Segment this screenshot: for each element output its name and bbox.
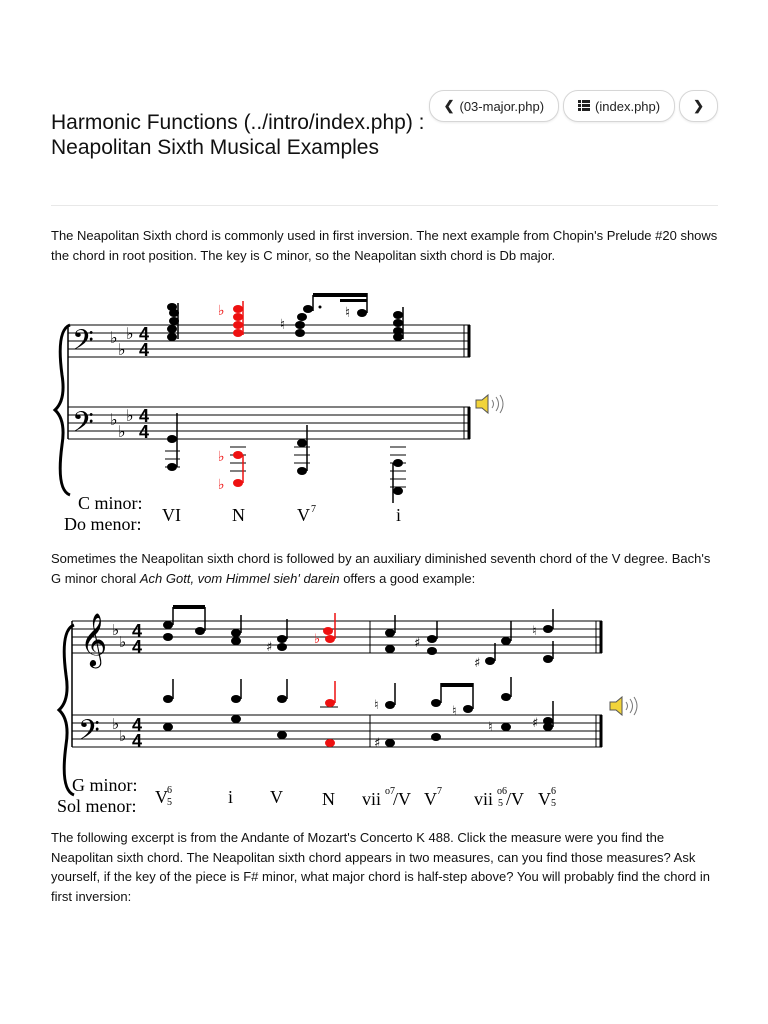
time-sig-top: 4: [132, 621, 143, 641]
upper-staff: [72, 621, 602, 653]
neapolitan-chord-upper: [218, 301, 243, 337]
svg-text:5: 5: [551, 798, 556, 809]
svg-text:♭: ♭: [119, 727, 127, 745]
play-audio-icon[interactable]: [608, 694, 642, 718]
svg-text:♭: ♭: [119, 633, 127, 651]
chord-notes: [167, 303, 179, 341]
svg-text:o7: o7: [385, 786, 395, 797]
soprano-alto-notes: [163, 605, 287, 655]
svg-text:6: 6: [167, 785, 172, 796]
svg-text:♭: ♭: [112, 715, 120, 733]
bach-score[interactable]: [0, 595, 620, 820]
svg-text:♭: ♭: [126, 324, 134, 343]
index-page-label: (index.php): [595, 98, 661, 114]
svg-text:5: 5: [167, 797, 172, 808]
svg-text:♭: ♭: [126, 406, 134, 425]
chevron-left-icon: ❮: [443, 98, 455, 113]
time-sig-top: 4: [139, 406, 150, 426]
svg-text:7: 7: [437, 786, 442, 797]
bach-paragraph: Sometimes the Neapolitan sixth chord is followed by an auxiliary diminished seventh chord of the V degree. Bach's G minor choral Ach Gott, vom Himmel sieh' darein offers a good example:: [51, 551, 711, 586]
prev-page-label: (03-major.php): [459, 98, 545, 114]
key-label-en: C minor:: [78, 493, 143, 513]
page-title: Harmonic Functions (../intro/index.php) : Neapolitan Sixth Musical Examples: [51, 111, 425, 159]
numeral-i: i: [396, 505, 402, 525]
numeral: vii: [362, 789, 382, 809]
numeral: i: [228, 787, 234, 807]
svg-text:/V: /V: [393, 789, 411, 809]
soprano-alto-notes: [385, 609, 553, 671]
numeral: V: [538, 789, 551, 809]
key-signature: [112, 621, 126, 745]
numeral: N: [322, 789, 335, 809]
next-page-button[interactable]: [679, 90, 718, 122]
numeral: V: [270, 787, 283, 807]
svg-text:♭: ♭: [112, 621, 120, 639]
tenor-bass-notes: [163, 679, 287, 739]
neapolitan-chord-upper: [314, 613, 335, 647]
svg-text:♮: ♮: [280, 317, 286, 333]
svg-text:♭: ♭: [110, 328, 118, 347]
numeral-v7-sup: 7: [311, 504, 316, 515]
key-label-es: Do menor:: [64, 514, 142, 534]
svg-text:♭: ♭: [218, 449, 225, 465]
chopin-score[interactable]: [0, 285, 520, 535]
treble-clef: 𝄞: [80, 612, 108, 666]
svg-text:♮: ♮: [532, 624, 537, 639]
numeral: vii: [474, 789, 494, 809]
key-label-es: Sol menor:: [57, 796, 137, 816]
intro-paragraph: The Neapolitan Sixth chord is commonly used in first inversion. The next example from Chopin's Prelude #20 shows the chord in root position. The key is C minor, so the Neapolitan sixth chord is Db major.: [51, 228, 718, 263]
bass-notes: [390, 447, 406, 503]
neapolitan-chord-lower: [218, 447, 246, 493]
key-signature: [110, 324, 134, 441]
svg-text:♯: ♯: [266, 640, 273, 655]
index-page-button[interactable]: [563, 90, 675, 122]
time-sig-top: 4: [132, 715, 143, 735]
svg-text:♮: ♮: [452, 704, 457, 719]
svg-text:6: 6: [551, 786, 556, 797]
svg-text:5: 5: [498, 798, 503, 809]
svg-text:♭: ♭: [314, 632, 321, 647]
play-audio-icon[interactable]: [474, 392, 508, 416]
time-sig-bottom: 4: [139, 340, 150, 360]
bass-notes: [294, 425, 310, 475]
mozart-paragraph: The following excerpt is from the Andante of Mozart's Concerto K 488. Click the measure were you find the Neapolitan sixth chord. The Neapolitan sixth chord appears in two measures, can you find those measures? Ask yourself, if the key of the piece is F# minor, what major chord is half-step above? You will probably find the chord in first inversion:: [51, 830, 711, 904]
neapolitan-chord-lower: [320, 681, 338, 747]
svg-text:♭: ♭: [118, 340, 126, 359]
svg-text:/V: /V: [506, 789, 524, 809]
numeral-v7: V: [297, 505, 310, 525]
bass-notes: [165, 413, 180, 471]
svg-text:♭: ♭: [218, 303, 225, 319]
numeral-vi: VI: [162, 505, 181, 525]
svg-text:♯: ♯: [474, 656, 481, 671]
tenor-bass-notes: [374, 677, 553, 751]
title-divider: [51, 205, 718, 206]
numeral: V: [424, 789, 437, 809]
top-nav: [429, 90, 718, 122]
key-label-en: G minor:: [72, 775, 138, 795]
svg-text:♮: ♮: [345, 305, 351, 321]
numeral-n: N: [232, 505, 245, 525]
svg-text:♭: ♭: [110, 410, 118, 429]
bass-clef-lower: 𝄢: [72, 406, 94, 446]
bass-clef-upper: 𝄢: [72, 324, 94, 364]
time-sig-top: 4: [139, 324, 150, 344]
svg-text:♮: ♮: [488, 720, 493, 735]
svg-text:♯: ♯: [374, 736, 381, 751]
numeral: V: [155, 787, 168, 807]
time-sig-bottom: 4: [132, 637, 143, 657]
bass-clef: 𝄢: [78, 714, 100, 754]
svg-text:♭: ♭: [118, 422, 126, 441]
chord-notes: [393, 307, 403, 341]
svg-text:♮: ♮: [374, 698, 379, 713]
svg-text:♯: ♯: [414, 636, 421, 651]
chevron-right-icon: ❯: [693, 98, 704, 113]
lower-staff: [72, 715, 602, 747]
svg-text:♯: ♯: [532, 716, 539, 731]
time-sig-bottom: 4: [132, 731, 143, 751]
time-sig-bottom: 4: [139, 422, 150, 442]
svg-text:o6: o6: [497, 786, 507, 797]
list-icon: [578, 99, 590, 114]
svg-text:♭: ♭: [218, 477, 225, 493]
chord-notes: [280, 293, 367, 337]
